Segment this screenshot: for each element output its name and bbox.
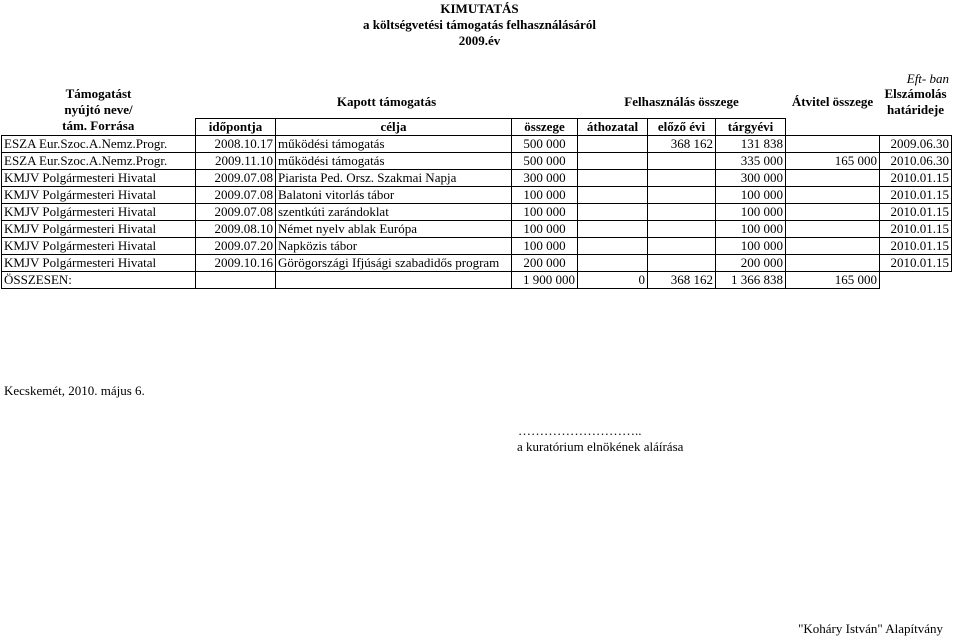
total-carry: 0 bbox=[578, 271, 648, 288]
foundation-name: "Koháry István" Alapítvány bbox=[798, 621, 943, 636]
cell-current-year: 335 000 bbox=[716, 152, 786, 169]
header-provider-1: Támogatást bbox=[65, 86, 132, 101]
cell-date: 2009.07.08 bbox=[196, 169, 276, 186]
cell-transfer: 165 000 bbox=[786, 152, 880, 169]
cell-transfer bbox=[786, 254, 880, 271]
cell-carry bbox=[578, 186, 648, 203]
cell-transfer bbox=[786, 135, 880, 152]
document-title: KIMUTATÁS bbox=[440, 1, 519, 16]
cell-deadline: 2010.06.30 bbox=[880, 152, 952, 169]
cell-provider: ESZA Eur.Szoc.A.Nemz.Progr. bbox=[2, 135, 196, 152]
cell-purpose: Piarista Ped. Orsz. Szakmai Napja bbox=[276, 169, 512, 186]
cell-deadline: 2010.01.15 bbox=[880, 237, 952, 254]
total-empty-deadline bbox=[880, 271, 952, 288]
cell-current-year: 300 000 bbox=[716, 169, 786, 186]
total-empty-purpose bbox=[276, 271, 512, 288]
header-deadline-2: határideje bbox=[886, 102, 945, 117]
cell-prev-year bbox=[648, 237, 716, 254]
total-empty-date bbox=[196, 271, 276, 288]
cell-purpose: Görögországi Ifjúsági szabadidős program bbox=[276, 254, 512, 271]
table-row bbox=[2, 203, 952, 220]
cell-prev-year bbox=[648, 220, 716, 237]
cell-prev-year bbox=[648, 186, 716, 203]
cell-amount: 200 000 bbox=[512, 254, 578, 271]
cell-current-year: 100 000 bbox=[716, 186, 786, 203]
subsidy-table bbox=[1, 86, 952, 289]
cell-transfer bbox=[786, 220, 880, 237]
header-amount: összege bbox=[512, 118, 578, 135]
header-received: Kapott támogatás bbox=[336, 93, 437, 109]
cell-transfer bbox=[786, 186, 880, 203]
header-provider-3: tám. Forrása bbox=[62, 118, 135, 134]
cell-carry bbox=[578, 169, 648, 186]
cell-deadline: 2010.01.15 bbox=[880, 254, 952, 271]
cell-current-year: 100 000 bbox=[716, 203, 786, 220]
table-row bbox=[2, 220, 952, 237]
cell-transfer bbox=[786, 203, 880, 220]
cell-deadline: 2010.01.15 bbox=[880, 220, 952, 237]
cell-carry bbox=[578, 203, 648, 220]
cell-purpose: Napközis tábor bbox=[276, 237, 512, 254]
total-label: ÖSSZESEN: bbox=[2, 271, 196, 288]
document-subtitle: a költségvetési támogatás felhasználásáról bbox=[363, 17, 596, 32]
cell-provider: ESZA Eur.Szoc.A.Nemz.Progr. bbox=[2, 152, 196, 169]
cell-transfer bbox=[786, 237, 880, 254]
cell-purpose: Német nyelv ablak Európa bbox=[276, 220, 512, 237]
cell-carry bbox=[578, 237, 648, 254]
table-row bbox=[2, 237, 952, 254]
document-year: 2009.év bbox=[458, 33, 501, 48]
header-empty-transfer bbox=[786, 118, 880, 135]
cell-purpose: szentkúti zarándoklat bbox=[276, 203, 512, 220]
cell-date: 2008.10.17 bbox=[196, 135, 276, 152]
place-date: Kecskemét, 2010. május 6. bbox=[4, 383, 145, 398]
header-provider-2: nyújtó neve/ bbox=[64, 102, 133, 117]
cell-amount: 100 000 bbox=[512, 203, 578, 220]
cell-provider: KMJV Polgármesteri Hivatal bbox=[2, 169, 196, 186]
cell-prev-year bbox=[648, 203, 716, 220]
cell-date: 2009.07.08 bbox=[196, 203, 276, 220]
cell-date: 2009.10.16 bbox=[196, 254, 276, 271]
table-row bbox=[2, 152, 952, 169]
unit-label: Eft- ban bbox=[906, 71, 949, 86]
cell-purpose: működési támogatás bbox=[276, 135, 512, 152]
header-purpose: célja bbox=[276, 118, 512, 135]
header-prev-year: előző évi bbox=[648, 118, 716, 135]
cell-amount: 100 000 bbox=[512, 186, 578, 203]
total-transfer: 165 000 bbox=[786, 271, 880, 288]
cell-prev-year bbox=[648, 254, 716, 271]
cell-date: 2009.07.08 bbox=[196, 186, 276, 203]
header-empty-deadline bbox=[880, 118, 952, 135]
cell-provider: KMJV Polgármesteri Hivatal bbox=[2, 237, 196, 254]
cell-provider: KMJV Polgármesteri Hivatal bbox=[2, 186, 196, 203]
table-row bbox=[2, 169, 952, 186]
header-usage: Felhasználás összege bbox=[624, 93, 739, 109]
cell-current-year: 200 000 bbox=[716, 254, 786, 271]
cell-deadline: 2010.01.15 bbox=[880, 186, 952, 203]
cell-date: 2009.08.10 bbox=[196, 220, 276, 237]
cell-current-year: 100 000 bbox=[716, 220, 786, 237]
cell-deadline: 2010.01.15 bbox=[880, 169, 952, 186]
cell-amount: 100 000 bbox=[512, 237, 578, 254]
cell-purpose: működési támogatás bbox=[276, 152, 512, 169]
cell-deadline: 2010.01.15 bbox=[880, 203, 952, 220]
cell-amount: 500 000 bbox=[512, 152, 578, 169]
cell-prev-year bbox=[648, 152, 716, 169]
cell-carry bbox=[578, 254, 648, 271]
table-row bbox=[2, 135, 952, 152]
cell-transfer bbox=[786, 169, 880, 186]
total-row bbox=[2, 271, 952, 288]
total-amount: 1 900 000 bbox=[512, 271, 578, 288]
total-prev-year: 368 162 bbox=[648, 271, 716, 288]
cell-current-year: 131 838 bbox=[716, 135, 786, 152]
header-deadline-1: Elszámolás bbox=[884, 86, 947, 101]
header-transfer: Átvitel összege bbox=[791, 94, 874, 109]
cell-date: 2009.11.10 bbox=[196, 152, 276, 169]
cell-provider: KMJV Polgármesteri Hivatal bbox=[2, 203, 196, 220]
table-row bbox=[2, 186, 952, 203]
cell-carry bbox=[578, 152, 648, 169]
header-row-3 bbox=[2, 118, 952, 135]
header-date: időpontja bbox=[196, 118, 276, 135]
cell-provider: KMJV Polgármesteri Hivatal bbox=[2, 220, 196, 237]
cell-purpose: Balatoni vitorlás tábor bbox=[276, 186, 512, 203]
cell-amount: 500 000 bbox=[512, 135, 578, 152]
cell-carry bbox=[578, 220, 648, 237]
signature-line: ……………………….. bbox=[518, 423, 642, 438]
signature-caption: a kuratórium elnökének aláírása bbox=[517, 439, 684, 454]
cell-deadline: 2009.06.30 bbox=[880, 135, 952, 152]
cell-provider: KMJV Polgármesteri Hivatal bbox=[2, 254, 196, 271]
table-row bbox=[2, 254, 952, 271]
header-row-1 bbox=[2, 86, 952, 102]
cell-prev-year: 368 162 bbox=[648, 135, 716, 152]
cell-date: 2009.07.20 bbox=[196, 237, 276, 254]
cell-carry bbox=[578, 135, 648, 152]
cell-amount: 300 000 bbox=[512, 169, 578, 186]
cell-current-year: 100 000 bbox=[716, 237, 786, 254]
header-carry: áthozatal bbox=[578, 118, 648, 135]
header-current-year: tárgyévi bbox=[716, 118, 786, 135]
cell-amount: 100 000 bbox=[512, 220, 578, 237]
cell-prev-year bbox=[648, 169, 716, 186]
total-current-year: 1 366 838 bbox=[716, 271, 786, 288]
